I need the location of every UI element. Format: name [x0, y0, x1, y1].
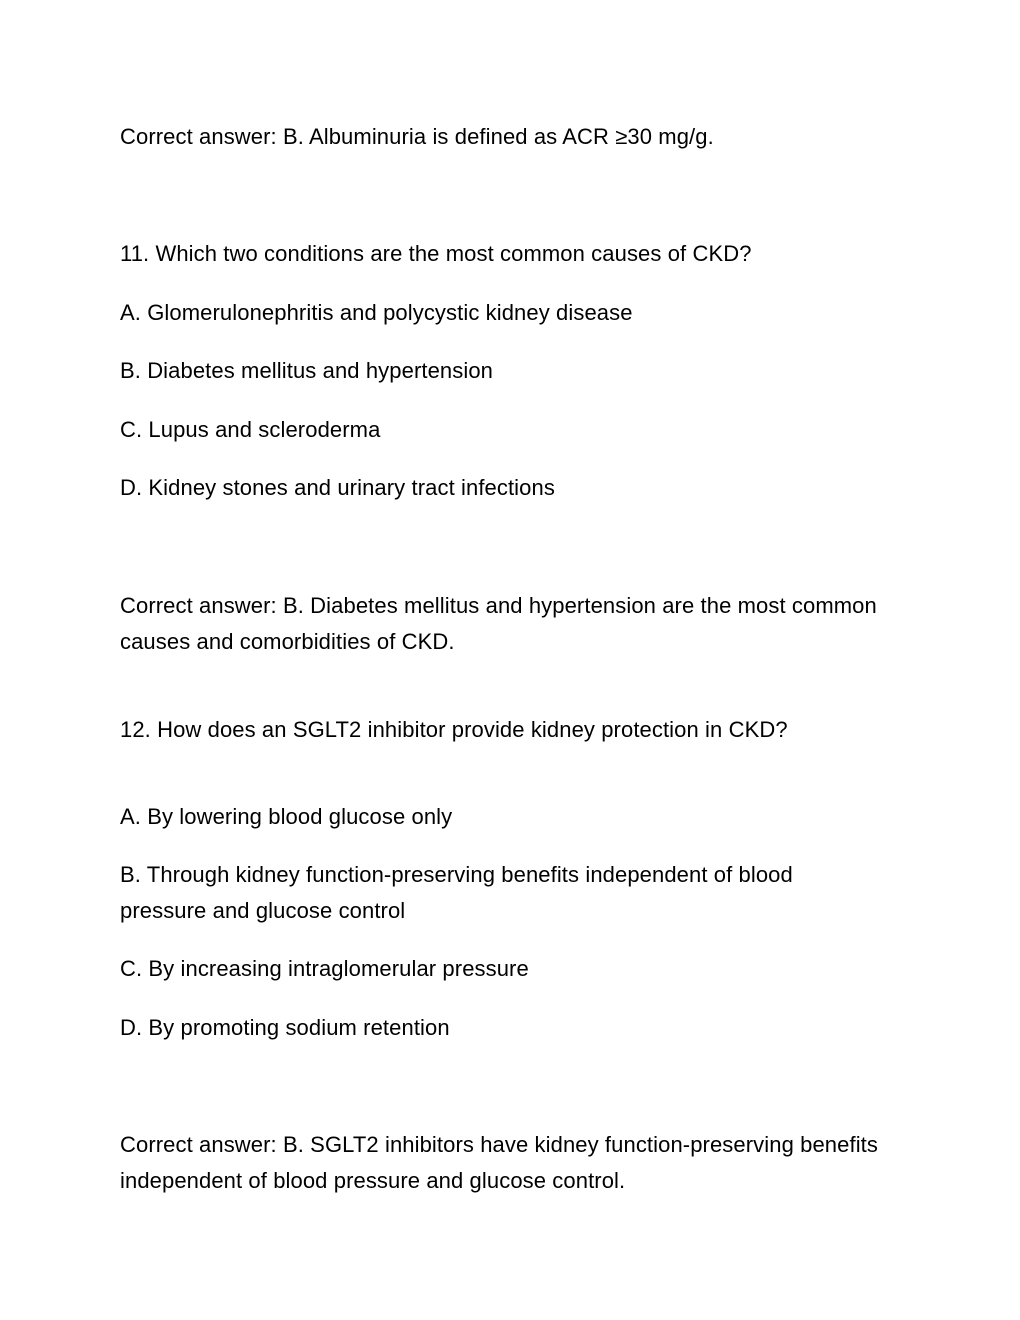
- question-12-correct-answer: Correct answer: B. SGLT2 inhibitors have kidney function-preserving benefits independent of blood pressure and glucose control.: [120, 1132, 878, 1193]
- question-12-option-b: B. Through kidney function-preserving benefits independent of blood pressure and glucose control: [120, 862, 793, 923]
- question-11-correct-answer: Correct answer: B. Diabetes mellitus and hypertension are the most common causes and comorbidities of CKD.: [120, 593, 877, 654]
- question-11-option-d: D. Kidney stones and urinary tract infections: [120, 475, 555, 500]
- question-11-option-c: C. Lupus and scleroderma: [120, 417, 381, 442]
- question-11-option-a: A. Glomerulonephritis and polycystic kidney disease: [120, 300, 633, 325]
- question-12-option-a: A. By lowering blood glucose only: [120, 804, 453, 829]
- question-12-text: 12. How does an SGLT2 inhibitor provide kidney protection in CKD?: [120, 717, 788, 742]
- question-11-text: 11. Which two conditions are the most common causes of CKD?: [120, 241, 752, 266]
- previous-correct-answer: Correct answer: B. Albuminuria is defined as ACR ≥30 mg/g.: [120, 124, 714, 149]
- question-12-option-d: D. By promoting sodium retention: [120, 1015, 450, 1040]
- question-12-option-c: C. By increasing intraglomerular pressure: [120, 956, 529, 981]
- question-11-option-b: B. Diabetes mellitus and hypertension: [120, 358, 494, 383]
